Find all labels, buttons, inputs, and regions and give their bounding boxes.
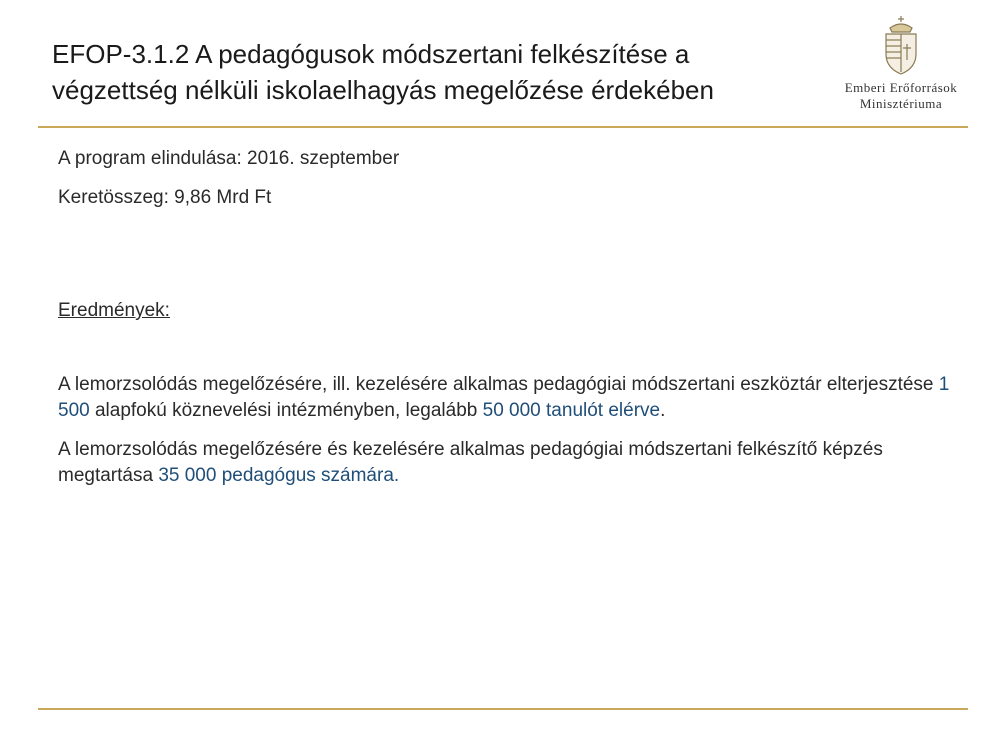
result-paragraph-1	[58, 372, 968, 424]
coat-of-arms-icon	[826, 14, 976, 78]
header-divider	[38, 126, 968, 128]
page-title	[52, 36, 832, 108]
program-start-line: A program elindulása: 2016. szeptember	[58, 148, 400, 169]
result-paragraph-2	[58, 437, 968, 489]
result1-highlight-institutions: 1 500	[58, 374, 950, 421]
result1-text-a: A lemorzsolódás megelőzésére, ill. kezelésére alkalmas pedagógiai módszertani eszköztár elterjesztése	[58, 374, 939, 395]
footer-divider	[38, 708, 968, 710]
budget-line: Keretösszeg: 9,86 Mrd Ft	[58, 187, 272, 208]
results-heading: Eredmények:	[58, 300, 170, 321]
result1-text-c: .	[660, 400, 666, 421]
result2-highlight-teachers: 35 000 pedagógus számára.	[158, 465, 400, 486]
title-line-1: EFOP-3.1.2 A pedagógusok módszertani felkészítése a	[52, 39, 690, 69]
ministry-logo	[826, 14, 976, 114]
result1-text-b: alapfokú köznevelési intézményben, legalább	[89, 400, 483, 421]
result1-highlight-students: 50 000 tanulót elérve	[482, 400, 661, 421]
result2-text-a: A lemorzsolódás megelőzésére és kezelésére alkalmas pedagógiai módszertani felkészítő képzés megtartása	[58, 439, 883, 486]
logo-text-line-1: Emberi Erőforrások	[844, 80, 958, 95]
logo-text-line-2: Minisztériuma	[859, 96, 943, 111]
title-line-2: végzettség nélküli iskolaelhagyás megelőzése érdekében	[52, 75, 714, 105]
